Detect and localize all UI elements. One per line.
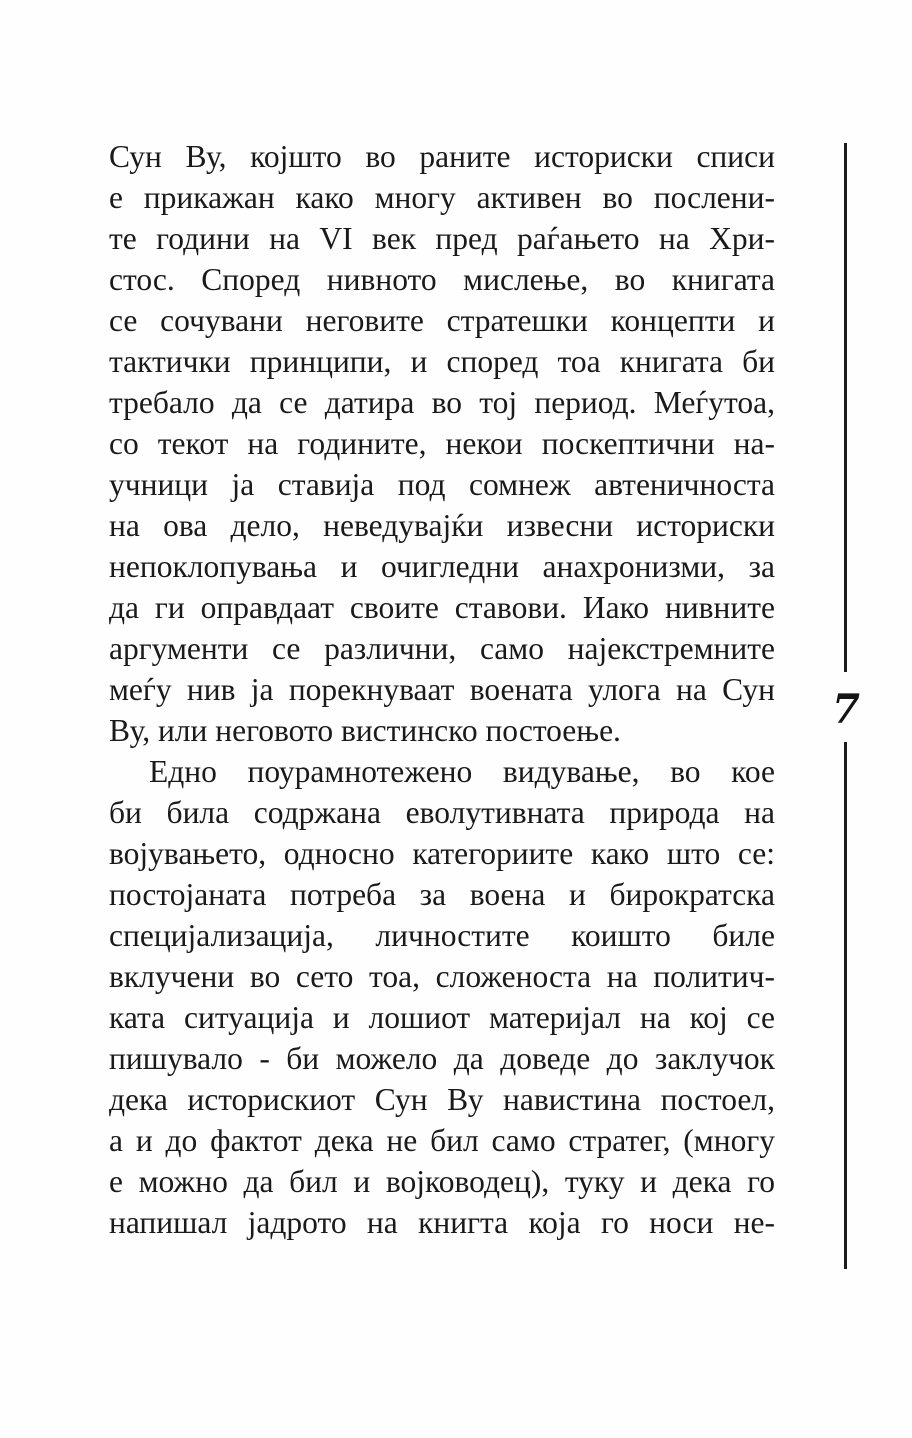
- text-line: пишувало - би можело да доведе до заклучок: [109, 1041, 775, 1076]
- text-line: да ги оправдаат своите ставови. Иако нивните: [109, 590, 775, 625]
- text-line: меѓу нив ја порекнуваат воената улога на Сун: [109, 672, 775, 707]
- text-line: а и до фактот дека не бил само стратег, (многу: [109, 1123, 775, 1158]
- text-line: е можно да бил и војководец), туку и дека го: [109, 1164, 775, 1199]
- text-line: војувањето, односно категориите како што се:: [109, 836, 775, 871]
- paragraph-2: [109, 751, 775, 1243]
- page-number: 7: [832, 686, 860, 733]
- text-line: дека историскиот Сун Ву навистина постоел,: [109, 1082, 775, 1117]
- text-line: требало да се датира во тој период. Меѓутоа,: [109, 385, 775, 420]
- text-line: напишал јадрото на книгта која го носи не-: [109, 1205, 775, 1240]
- text-line: Сун Ву, којшто во раните историски списи: [109, 139, 775, 174]
- paragraph-1: [109, 136, 775, 751]
- text-line: се сочувани неговите стратешки концепти и: [109, 303, 775, 338]
- text-line: ката ситуација и лошиот материјал на кој се: [109, 1000, 775, 1035]
- text-line: стос. Според нивното мислење, во книгата: [109, 262, 775, 297]
- text-line: Ву, или неговото вистинско постоење.: [109, 713, 621, 748]
- text-line: вклучени во сето тоа, сложеноста на политич-: [109, 959, 775, 994]
- text-line: на ова дело, неведувајќи извесни историски: [109, 508, 775, 543]
- margin-rule-top: [844, 143, 847, 672]
- text-line: учници ја ставија под сомнеж автеничноста: [109, 467, 775, 502]
- text-line: специјализација, личностите коишто биле: [109, 918, 775, 953]
- text-line: аргументи се различни, само најекстремните: [109, 631, 775, 666]
- body-text: [109, 136, 775, 1243]
- text-line: тактички принципи, и според тоа книгата би: [109, 344, 775, 379]
- text-line: постојаната потреба за воена и бирократска: [109, 877, 775, 912]
- text-line: е прикажан како многу активен во послени-: [109, 180, 775, 215]
- text-line: со текот на годините, некои поскептични на-: [109, 426, 775, 461]
- text-line: те години на VI век пред раѓањето на Хри-: [109, 221, 775, 256]
- margin-rule-bottom: [844, 742, 847, 1269]
- text-line: непоклопувања и очигледни анахронизми, за: [109, 549, 775, 584]
- text-line: би била содржана еволутивната природа на: [109, 795, 775, 830]
- text-line: Едно поурамнотежено видување, во кое: [149, 754, 775, 789]
